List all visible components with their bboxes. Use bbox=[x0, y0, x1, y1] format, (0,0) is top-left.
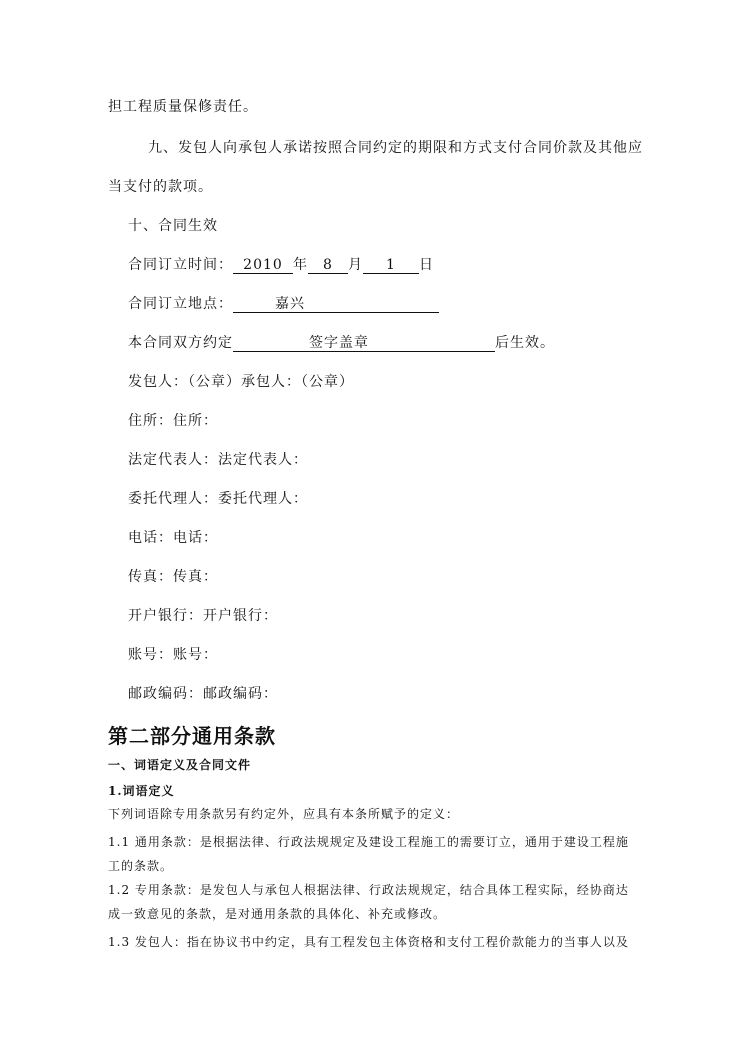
paragraph-line: 当支付的款项。 bbox=[108, 179, 213, 195]
definition-1-1: 1.1 通用条款：是根据法律、行政法规规定及建设工程施工的需要订立，通用于建设工程施 bbox=[108, 835, 629, 849]
section-heading: 十、合同生效 bbox=[128, 218, 218, 234]
postcode-line: 邮政编码：邮政编码： bbox=[128, 686, 278, 702]
sign-place-label: 合同订立地点： bbox=[128, 296, 233, 312]
definition-1-1-cont: 工的条款。 bbox=[108, 859, 174, 873]
parties-line: 发包人：（公章）承包人：（公章） bbox=[128, 374, 354, 390]
sign-time-line bbox=[128, 256, 434, 274]
legal-rep-line: 法定代表人：法定代表人： bbox=[128, 452, 308, 468]
subsection1-title: 1.词语定义 bbox=[108, 784, 175, 798]
effect-value bbox=[233, 335, 495, 352]
paragraph-line: 担工程质量保修责任。 bbox=[108, 99, 258, 115]
paragraph-line: 九、发包人向承包人承诺按照合同约定的期限和方式支付合同价款及其他应 bbox=[148, 140, 643, 156]
sign-month: 8 bbox=[308, 257, 348, 274]
bank-line: 开户银行：开户银行： bbox=[128, 608, 278, 624]
definition-1-2-cont: 成一致意见的条款，是对通用条款的具体化、补充或修改。 bbox=[108, 907, 447, 921]
effect-line bbox=[128, 334, 555, 352]
effect-prefix: 本合同双方约定 bbox=[128, 335, 233, 351]
agent-line: 委托代理人：委托代理人： bbox=[128, 491, 308, 507]
definition-1-2: 1.2 专用条款：是发包人与承包人根据法律、行政法规规定，结合具体工程实际，经协商达 bbox=[108, 883, 629, 897]
sign-place-line bbox=[128, 295, 439, 313]
sign-day: 1 bbox=[363, 257, 419, 274]
account-line: 账号：账号： bbox=[128, 647, 218, 663]
sign-place-value bbox=[233, 296, 439, 313]
section1-title: 一、词语定义及合同文件 bbox=[108, 758, 252, 772]
sign-place-text: 嘉兴 bbox=[275, 296, 305, 312]
effect-text: 签字盖章 bbox=[309, 335, 369, 351]
definition-intro: 下列词语除专用条款另有约定外，应具有本条所赋予的定义： bbox=[108, 807, 460, 821]
sign-year: 2010 bbox=[233, 257, 293, 274]
year-label: 年 bbox=[293, 257, 308, 273]
phone-line: 电话：电话： bbox=[128, 530, 218, 546]
month-label: 月 bbox=[348, 257, 363, 273]
address-line: 住所：住所： bbox=[128, 413, 218, 429]
fax-line: 传真：传真： bbox=[128, 569, 218, 585]
part2-title: 第二部分通用条款 bbox=[108, 724, 276, 748]
day-label: 日 bbox=[419, 257, 434, 273]
definition-1-3: 1.3 发包人：指在协议书中约定，具有工程发包主体资格和支付工程价款能力的当事人以及 bbox=[108, 935, 629, 949]
sign-time-label: 合同订立时间： bbox=[128, 257, 233, 273]
effect-suffix: 后生效。 bbox=[495, 335, 555, 351]
